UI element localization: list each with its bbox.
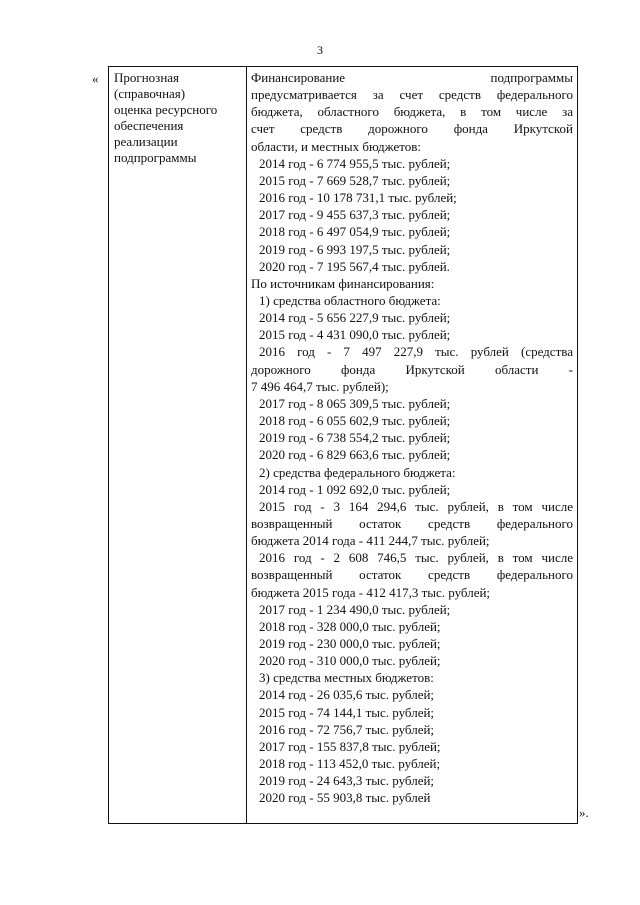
financing-line: 2016 год - 72 756,7 тыс. рублей;: [259, 721, 435, 737]
financing-line: 2018 год - 328 000,0 тыс. рублей;: [259, 618, 441, 634]
financing-line: 2015 год - 4 431 090,0 тыс. рублей;: [259, 327, 451, 343]
financing-line: 2019 год - 6 738 554,2 тыс. рублей;: [259, 430, 451, 446]
financing-line: Финансирование подпрограммы: [251, 70, 573, 85]
financing-line: счет средств дорожного фонда Иркутской: [251, 121, 573, 137]
label-line: обеспечения: [114, 118, 184, 133]
financing-line: 2019 год - 6 993 197,5 тыс. рублей;: [259, 241, 451, 257]
financing-line: 2016 год - 7 497 227,9 тыс. рублей (средства: [259, 344, 573, 360]
financing-line: 1) средства областного бюджета:: [259, 292, 441, 308]
financing-line: По источникам финансирования:: [251, 275, 435, 291]
financing-line: 2016 год - 2 608 746,5 тыс. рублей, в том числе: [259, 550, 573, 566]
label-line: оценка ресурсного: [114, 102, 218, 117]
financing-line: предусматривается за счет средств федерального: [251, 87, 573, 103]
financing-line: 2016 год - 10 178 731,1 тыс. рублей;: [259, 190, 457, 206]
content-cell: [247, 67, 578, 824]
financing-line: бюджета 2014 года - 411 244,7 тыс. рублей;: [251, 533, 490, 549]
financing-line: 2014 год - 6 774 955,5 тыс. рублей;: [259, 155, 451, 171]
label-line: подпрограммы: [114, 150, 197, 165]
financing-line: возвращенный остаток средств федерального: [251, 567, 573, 583]
financing-line: 2019 год - 24 643,3 тыс. рублей;: [259, 773, 435, 789]
financing-line: 2020 год - 310 000,0 тыс. рублей;: [259, 653, 441, 669]
financing-line: бюджета, областного бюджета, в том числе за: [251, 104, 573, 120]
financing-line: 2015 год - 7 669 528,7 тыс. рублей;: [259, 172, 451, 188]
financing-line: 2020 год - 55 903,8 тыс. рублей: [259, 790, 431, 806]
financing-line: 2) средства федерального бюджета:: [259, 464, 456, 480]
financing-line: 2017 год - 1 234 490,0 тыс. рублей;: [259, 601, 451, 617]
closing-quote-mark: ».: [579, 805, 589, 820]
resource-table: [108, 66, 578, 824]
financing-line: 2015 год - 3 164 294,6 тыс. рублей, в том числе: [259, 498, 573, 514]
financing-line: возвращенный остаток средств федерального: [251, 515, 573, 531]
table-row: [109, 67, 578, 824]
financing-line: 2020 год - 6 829 663,6 тыс. рублей;: [259, 447, 451, 463]
financing-line: 2014 год - 26 035,6 тыс. рублей;: [259, 687, 435, 703]
financing-line: 2014 год - 5 656 227,9 тыс. рублей;: [259, 310, 451, 326]
financing-line: дорожного фонда Иркутской области -: [251, 361, 573, 377]
financing-line: 2017 год - 155 837,8 тыс. рублей;: [259, 738, 441, 754]
financing-line: 2019 год - 230 000,0 тыс. рублей;: [259, 636, 441, 651]
financing-line: бюджета 2015 года - 412 417,3 тыс. рублей;: [251, 584, 491, 600]
financing-line: 7 496 464,7 тыс. рублей);: [251, 378, 389, 394]
financing-line: 2018 год - 113 452,0 тыс. рублей;: [259, 756, 441, 772]
opening-quote-mark: «: [92, 71, 99, 86]
financing-line: 2017 год - 8 065 309,5 тыс. рублей;: [259, 395, 451, 411]
financing-line: 2018 год - 6 497 054,9 тыс. рублей;: [259, 224, 451, 240]
financing-line: 2020 год - 7 195 567,4 тыс. рублей.: [259, 258, 450, 274]
financing-line: области, и местных бюджетов:: [251, 138, 421, 154]
financing-line: 2017 год - 9 455 637,3 тыс. рублей;: [259, 207, 451, 223]
page-number: 3: [317, 43, 323, 57]
label-cell: [109, 67, 247, 824]
financing-line: 2015 год - 74 144,1 тыс. рублей;: [259, 704, 435, 720]
financing-line: 2014 год - 1 092 692,0 тыс. рублей;: [259, 481, 451, 497]
label-line: (справочная): [114, 86, 186, 101]
financing-line: 3) средства местных бюджетов:: [259, 670, 434, 686]
financing-line: 2018 год - 6 055 602,9 тыс. рублей;: [259, 413, 451, 429]
label-line: реализации: [114, 134, 178, 149]
label-line: Прогнозная: [114, 70, 180, 85]
